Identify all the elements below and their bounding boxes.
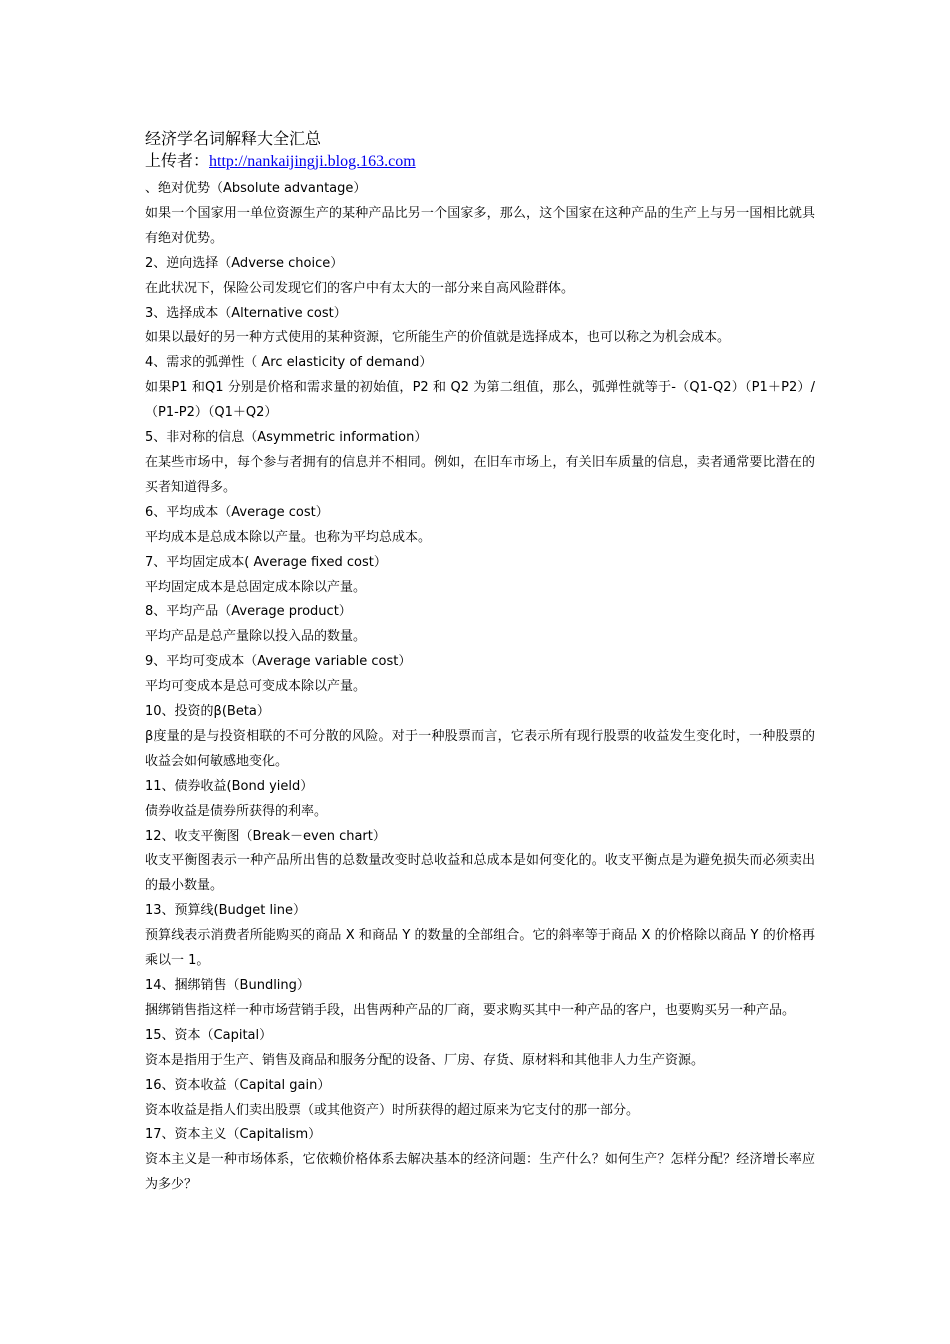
glossary-entry [145,551,815,601]
entry-definition: 平均产品是总产量除以投入品的数量。 [145,629,367,645]
entry-definition: 捆绑销售指这样一种市场营销手段，出售两种产品的厂商，要求购买其中一种产品的客户，也要购买另一种产品。 [145,1002,796,1018]
entry-term: 14、捆绑销售（Bundling） [145,978,310,993]
glossary-entry [145,252,815,302]
glossary-entry [145,1024,815,1074]
glossary-entry [145,1123,815,1198]
entry-term: 8、平均产品（Average product） [145,604,352,620]
entry-term: 3、选择成本（Alternative cost） [145,305,347,321]
glossary-entry [145,650,815,700]
entry-definition: 如果一个国家用一单位资源生产的某种产品比另一个国家多，那么，这个国家在这种产品的生产上与另一国相比就具有绝对优势。 [145,205,815,246]
entry-term: 5、非对称的信息（Asymmetric information） [145,430,428,446]
entry-definition: 如果P1 和Q1 分别是价格和需求量的初始值，P2 和 Q2 为第二组值，那么，弧弹性就等于-（Q1-Q2）（P1＋P2）/（P1-P2）（Q1＋Q2） [145,380,815,421]
entry-definition: 如果以最好的另一种方式使用的某种资源，它所能生产的价值就是选择成本，也可以称之为机会成本。 [145,330,731,346]
entry-term: 7、平均固定成本( Average fixed cost） [145,554,387,570]
entry-definition: 资本是指用于生产、销售及商品和服务分配的设备、厂房、存货、原材料和其他非人力生产资源。 [145,1052,705,1068]
entry-term: 12、收支平衡图（Break－even chart） [145,828,386,844]
document-title: 经济学名词解释大全汇总 [145,129,322,148]
glossary-entry [145,351,815,426]
glossary-entry [145,899,815,974]
entry-term: 6、平均成本（Average cost） [145,504,329,520]
entry-term: 4、需求的弧弹性（ Arc elasticity of demand） [145,355,433,371]
glossary-entry [145,600,815,650]
entry-term: 10、投资的β(Beta） [145,704,270,720]
entry-definition: β度量的是与投资相联的不可分散的风险。对于一种股票而言，它表示所有现行股票的收益发生变化时，一种股票的收益会如何敏感地变化。 [145,728,815,769]
document-body [145,128,815,1198]
glossary-entry [145,1074,815,1124]
glossary-entry [145,426,815,501]
entry-definition: 债券收益是债券所获得的利率。 [145,803,328,819]
uploader-line [145,150,815,173]
glossary-entry [145,700,815,775]
entry-definition: 平均成本是总成本除以产量。也称为平均总成本。 [145,529,432,545]
entry-term: 9、平均可变成本（Average variable cost） [145,654,412,670]
entry-definition: 在此状况下，保险公司发现它们的客户中有太大的一部分来自高风险群体。 [145,280,575,296]
entry-term: 17、资本主义（Capitalism） [145,1127,322,1143]
entry-definition: 在某些市场中，每个参与者拥有的信息并不相同。例如，在旧车市场上，有关旧车质量的信息，卖者通常要比潜在的买者知道得多。 [145,454,815,495]
uploader-link[interactable]: http://nankaijingji.blog.163.com [209,153,416,170]
entry-definition: 资本收益是指人们卖出股票（或其他资产）时所获得的超过原来为它支付的那一部分。 [145,1102,640,1118]
glossary-entry [145,501,815,551]
entry-term: 2、逆向选择（Adverse choice） [145,255,344,271]
entry-definition: 收支平衡图表示一种产品所出售的总数量改变时总收益和总成本是如何变化的。收支平衡点是为避免损失而必须卖出的最小数量。 [145,853,815,894]
glossary-entry [145,974,815,1024]
entry-term: 11、债券收益(Bond yield） [145,778,314,794]
entry-term: 16、资本收益（Capital gain） [145,1077,331,1093]
entry-definition: 平均可变成本是总可变成本除以产量。 [145,679,367,695]
entry-term: 、绝对优势（Absolute advantage） [145,181,367,196]
glossary-entry [145,825,815,900]
uploader-label: 上传者： [145,151,210,170]
entry-definition: 资本主义是一种市场体系，它依赖价格体系去解决基本的经济问题：生产什么？如何生产？怎样分配？经济增长率应为多少？ [145,1152,815,1193]
entry-term: 15、资本（Capital） [145,1027,273,1043]
glossary-entry [145,177,815,252]
glossary-entry [145,302,815,352]
entry-definition: 预算线表示消费者所能购买的商品 X 和商品 Y 的数量的全部组合。它的斜率等于商品 X 的价格除以商品 Y 的价格再乘以一 1。 [145,928,815,969]
entry-term: 13、预算线(Budget line） [145,903,306,919]
glossary-entry [145,775,815,825]
entry-definition: 平均固定成本是总固定成本除以产量。 [145,579,367,595]
